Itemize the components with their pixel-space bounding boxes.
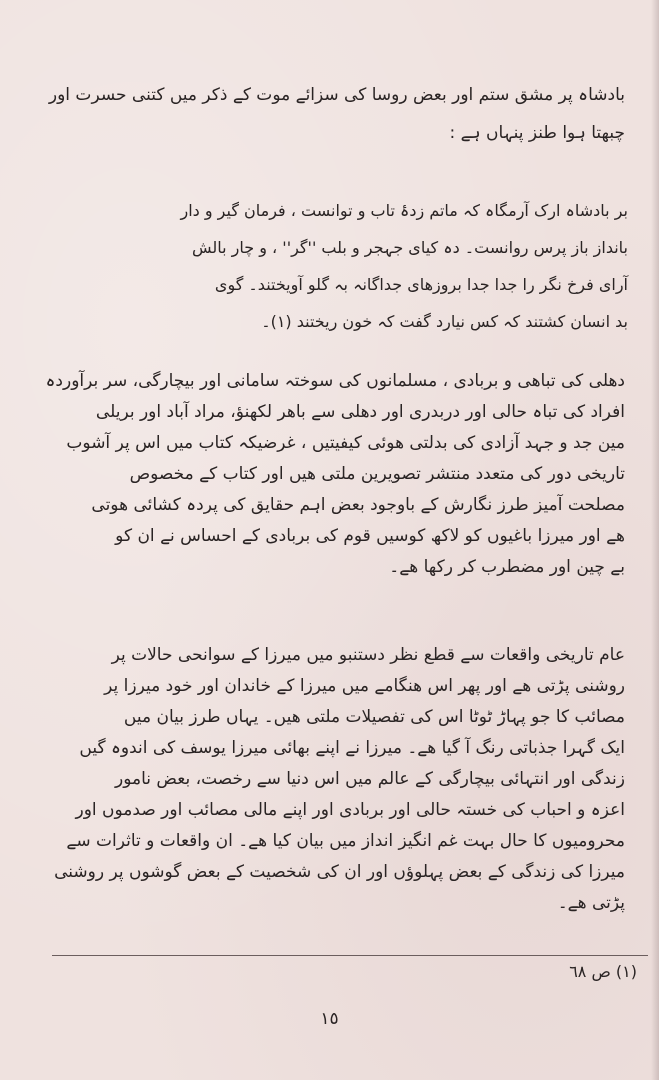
quote-line: بد انسان کشتند کہ کس نیارد گفت کہ خون ریختند (۱)۔ (261, 312, 628, 331)
text-line: مصائب کا جو پہاڑ ٹوٹا اس کی تفصیلات ملتی ھیں۔ یہاں طرز بیان میں (123, 707, 625, 727)
text-line: ایک گہرا جذباتی رنگ آ گیا ھے۔ میرزا نے اپنے بھائی میرزا یوسف کی اندوہ گیں (79, 738, 625, 758)
persian-quote (58, 192, 628, 340)
quote-line: بانداز باز پرس روانست۔ دہ کیای جہجر و بلب ''گر'' ، و چار بالش (191, 238, 628, 257)
quote-line: بر بادشاہ ارک آرمگاہ کہ ماتم زدۂ تاب و توانست ، فرمان گیر و دار (180, 201, 628, 220)
text-line: مصلحت آمیز طرز نگارش کے باوجود بعض اہم حقایق کی پردہ کشائی ھوتی (91, 495, 625, 515)
page-edge-shadow (651, 0, 659, 1080)
text-line: عام تاریخی واقعات سے قطع نظر دستنبو میں میرزا کے سوانحی حالات پر (111, 645, 625, 665)
text-line: اعزہ و احباب کی خستہ حالی اور بربادی اور اپنے مالی مصائب اور صدموں اور (75, 800, 625, 820)
footnote-divider (52, 955, 648, 956)
text-line: تاریخی دور کی متعدد منتشر تصویرین ملتی ھیں اور کتاب کے مخصوص (129, 464, 625, 484)
text-line: محرومیوں کا حال بہت غم انگیز انداز میں بیان کیا ھے۔ ان واقعات و تاثرات سے (66, 831, 625, 851)
text-line: دھلی کی تباھی و بربادی ، مسلمانوں کی سوختہ سامانی اور بیچارگی، سر برآوردہ (45, 371, 625, 391)
text-line: چبھتا ہوا طنز پنہاں ہے : (449, 123, 625, 143)
paragraph-delhi (40, 366, 625, 583)
text-line: بادشاہ پر مشق ستم اور بعض روسا کی سزائے موت کے ذکر میں کتنی حسرت اور (48, 85, 625, 105)
text-line: ھے اور میرزا باغیوں کو لاکھ کوسیں قوم کی بربادی کے احساس نے ان کو (115, 526, 625, 546)
footnote: (۱) ص ٦٨ (569, 962, 637, 981)
paragraph-intro (40, 76, 625, 152)
text-line: مین جد و جہد آزادی کی بدلتی ھوئی کیفیتیں ، غرضیکہ کتاب میں اس پر آشوب (66, 433, 625, 453)
paragraph-mirza (40, 640, 625, 919)
text-line: میرزا کی زندگی کے بعض پہلوؤں اور ان کی شخصیت کے بعض گوشوں پر روشنی (54, 862, 625, 882)
text-line: بے چین اور مضطرب کر رکھا ھے۔ (389, 557, 625, 577)
text-line: روشنی پڑتی ھے اور پھر اس ھنگامے میں میرزا کے خاندان اور خود میرزا پر (104, 676, 625, 696)
text-line: پڑتی ھے۔ (557, 893, 625, 913)
text-line: افراد کی تباہ حالی اور دربدری اور دھلی سے باھر لکھنؤ، مراد آباد اور بریلی (95, 402, 625, 422)
text-line: زندگی اور انتہائی بیچارگی کے عالم میں اس دنیا سے رخصت، بعض نامور (115, 769, 625, 789)
page-number: ١٥ (320, 1009, 339, 1029)
quote-line: آرای فرخ نگر را جدا جدا بروزھای جداگانہ بہ گلو آویختند۔ گوی (214, 275, 628, 294)
